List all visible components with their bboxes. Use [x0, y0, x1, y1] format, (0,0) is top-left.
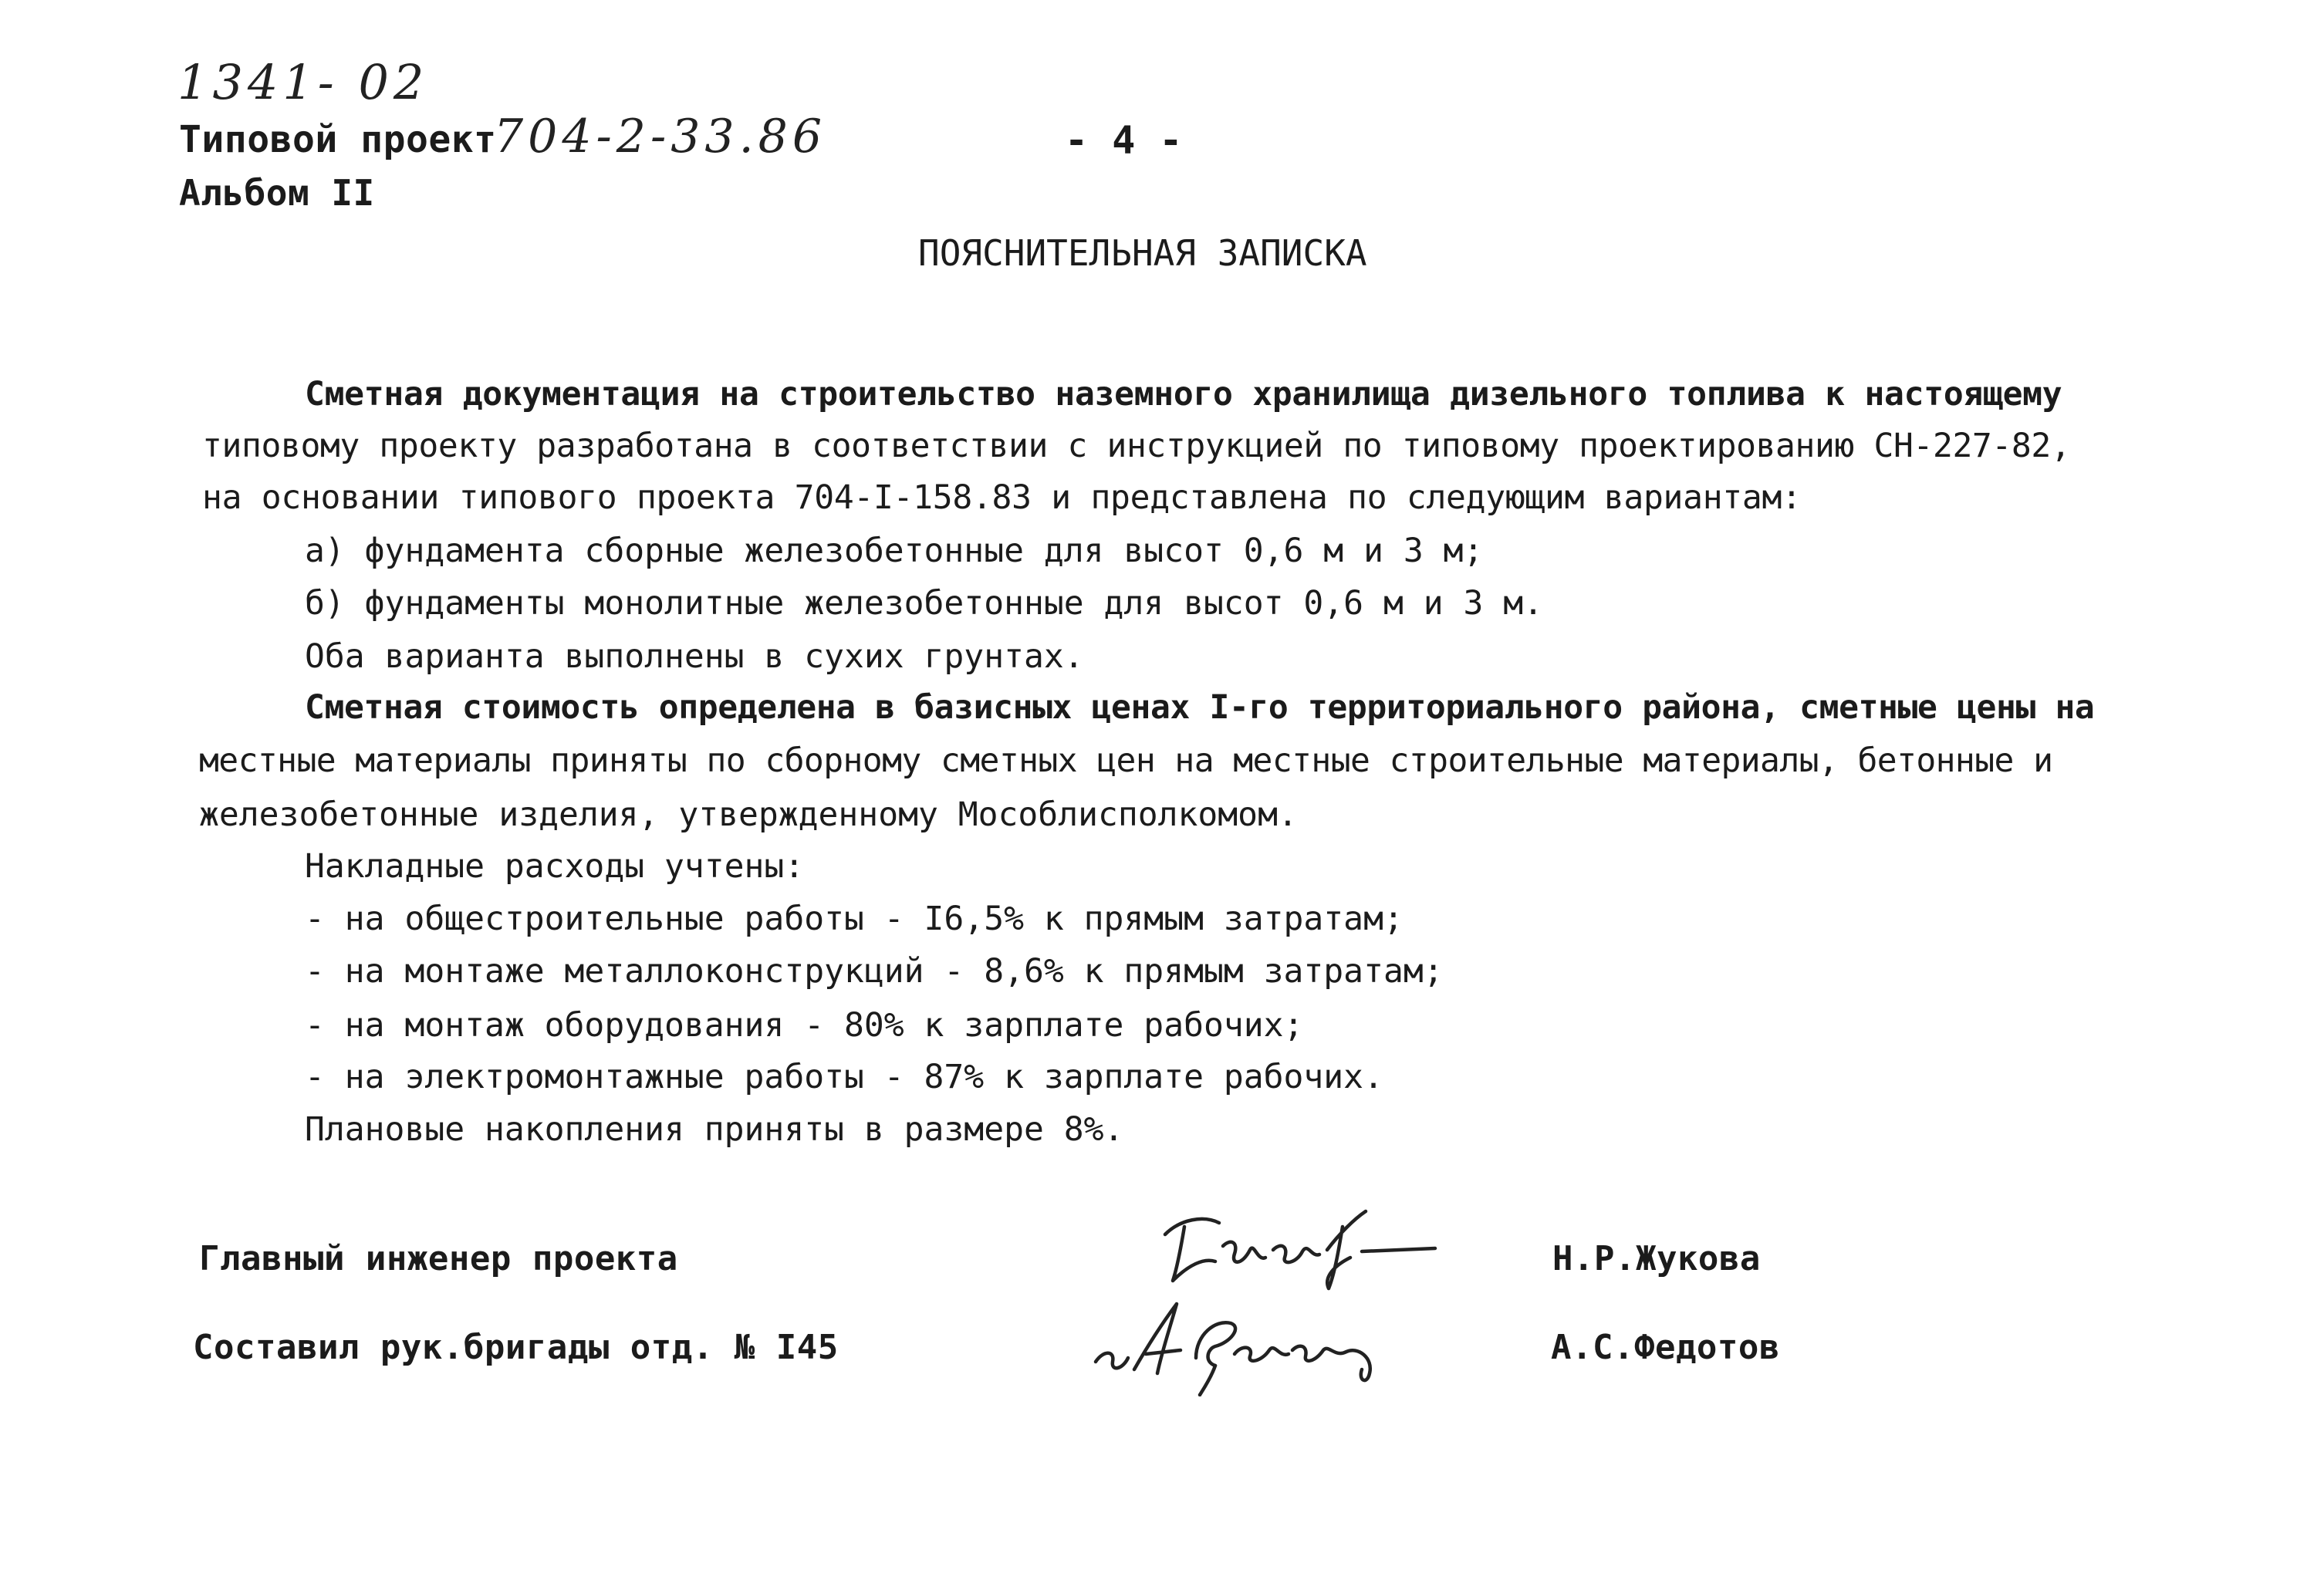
- body-line-9: железобетонные изделия, утвержденному Мособлисполкомом.: [199, 795, 1298, 834]
- compiler-role: Составил рук.бригады отд. № I45: [193, 1328, 839, 1367]
- chief-engineer-name: Н.Р.Жукова: [1552, 1239, 1761, 1278]
- body-line-2: типовому проекту разработана в соответствии с инструкцией по типовому проектированию СН-227-82,: [202, 427, 2071, 465]
- body-line-12: - на монтаже металлоконструкций - 8,6% к прямым затратам;: [305, 952, 1444, 991]
- body-line-7: Сметная стоимость определена в базисных ценах I-го территориального района, сметные цены на: [305, 688, 2095, 727]
- page-number: - 4 -: [1065, 118, 1184, 163]
- project-code: 704-2-33.86: [494, 110, 827, 164]
- body-line-8: местные материалы приняты по сборному сметных цен на местные строительные материалы, бетонные и: [199, 741, 2053, 780]
- chief-engineer-signature: [1150, 1204, 1443, 1296]
- project-label: Типовой проект: [179, 118, 497, 161]
- body-line-1: Сметная документация на строительство наземного хранилища дизельного топлива к настоящему: [305, 375, 2062, 414]
- handwritten-document-number: 1341- 02: [177, 54, 429, 110]
- body-line-10: Накладные расходы учтены:: [305, 847, 805, 886]
- body-line-14: - на электромонтажные работы - 87% к зарплате рабочих.: [305, 1058, 1383, 1096]
- page-title: ПОЯСНИТЕЛЬНАЯ ЗАПИСКА: [918, 232, 1367, 274]
- body-line-13: - на монтаж оборудования - 80% к зарплате рабочих;: [305, 1006, 1304, 1045]
- body-line-4: а) фундамента сборные железобетонные для высот 0,6 м и 3 м;: [305, 532, 1484, 570]
- chief-engineer-role: Главный инженер проекта: [199, 1239, 678, 1278]
- compiler-name: А.С.Федотов: [1551, 1328, 1780, 1367]
- body-line-3: на основании типового проекта 704-I-158.83 и представлена по следующим вариантам:: [202, 478, 1802, 517]
- compiler-signature: [1080, 1288, 1420, 1396]
- body-line-6: Оба варианта выполнены в сухих грунтах.: [305, 637, 1084, 676]
- body-line-15: Плановые накопления приняты в размере 8%.: [305, 1110, 1124, 1149]
- body-line-11: - на общестроительные работы - I6,5% к прямым затратам;: [305, 900, 1404, 938]
- body-line-5: б) фундаменты монолитные железобетонные для высот 0,6 м и 3 м.: [305, 584, 1544, 623]
- album-label: Альбом II: [179, 172, 375, 214]
